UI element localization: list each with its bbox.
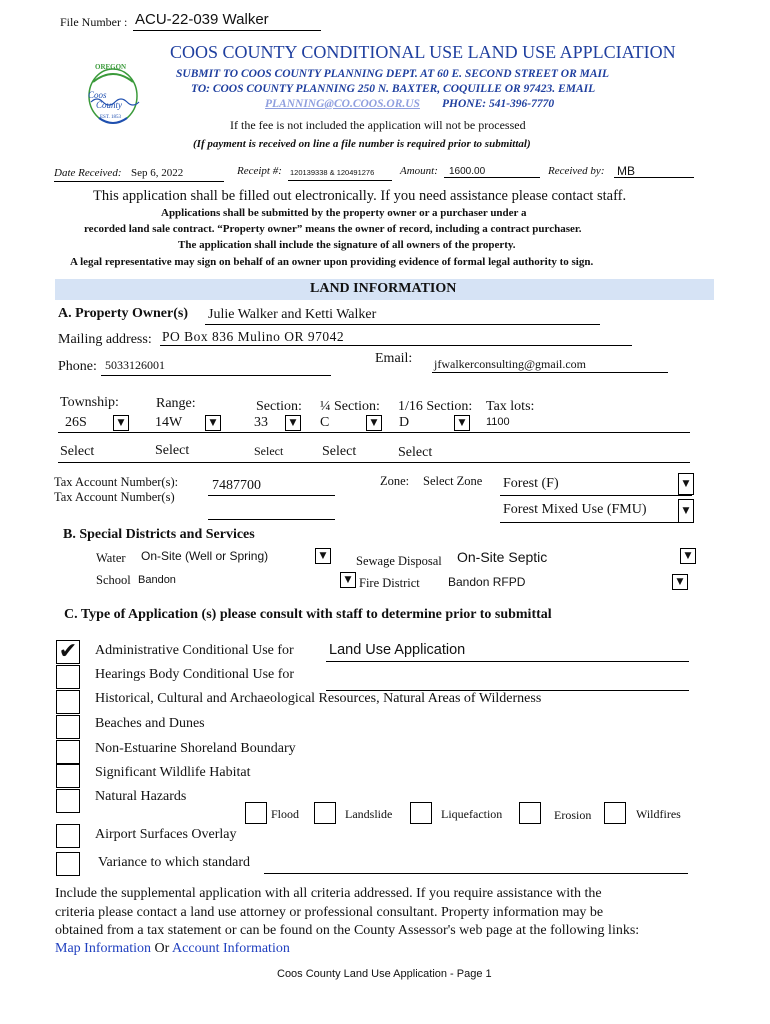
wildlife-habitat-label: Significant Wildlife Habitat bbox=[95, 765, 251, 780]
receipt-underline bbox=[288, 180, 392, 181]
shoreland-boundary-label: Non-Estuarine Shoreland Boundary bbox=[95, 741, 296, 756]
section-dropdown-button[interactable]: ▼ bbox=[285, 415, 301, 431]
township-dropdown-button[interactable]: ▼ bbox=[113, 415, 129, 431]
received-by-label: Received by: bbox=[548, 165, 605, 177]
land-information-title: LAND INFORMATION bbox=[310, 281, 457, 296]
school-dropdown-button[interactable]: ▼ bbox=[340, 572, 356, 588]
sewage-label: Sewage Disposal bbox=[356, 554, 442, 568]
supplement-line-3: obtained from a tax statement or can be found on the County Assessor's web page at the following links: bbox=[55, 923, 640, 938]
instruction-line-1: Applications shall be submitted by the property owner or a purchaser under a bbox=[161, 207, 527, 219]
or-text: Or bbox=[151, 941, 173, 956]
township-value[interactable]: 26S bbox=[65, 415, 87, 430]
logo-est: EST. 1853 bbox=[100, 115, 122, 120]
property-owner-label: A. Property Owner(s) bbox=[58, 306, 188, 321]
select-range[interactable]: Select bbox=[155, 443, 190, 458]
hearings-body-checkbox[interactable] bbox=[56, 665, 80, 689]
info-links-line bbox=[55, 941, 290, 957]
email-underline bbox=[432, 372, 668, 373]
payment-note: (If payment is received on line a file number is required prior to submittal) bbox=[193, 138, 531, 150]
admin-conditional-use-value[interactable]: Land Use Application bbox=[329, 642, 466, 658]
property-owner-value[interactable]: Julie Walker and Ketti Walker bbox=[208, 307, 377, 322]
section-label: Section: bbox=[256, 399, 302, 414]
zone-value-1[interactable]: Forest (F) bbox=[503, 476, 559, 491]
date-received-label: Date Received: bbox=[54, 167, 122, 179]
zone-select[interactable]: Select Zone bbox=[423, 474, 483, 488]
file-number-label: File Number : bbox=[60, 15, 128, 29]
tax-lots-label: Tax lots: bbox=[486, 399, 535, 414]
tax-lots-value[interactable]: 1100 bbox=[486, 416, 510, 428]
property-owner-underline bbox=[205, 324, 600, 325]
email-label: Email: bbox=[375, 351, 413, 366]
township-row-underline bbox=[58, 432, 690, 433]
supplement-line-1: Include the supplemental application with all criteria addressed. If you require assistance with the bbox=[55, 886, 602, 901]
quarter-section-label: ¼ Section: bbox=[320, 399, 380, 414]
water-value[interactable]: On-Site (Well or Spring) bbox=[141, 549, 269, 563]
phone-value[interactable]: 5033126001 bbox=[105, 358, 165, 372]
school-value[interactable]: Bandon bbox=[138, 574, 176, 586]
select-township[interactable]: Select bbox=[60, 444, 95, 459]
sewage-dropdown-button[interactable]: ▼ bbox=[680, 548, 696, 564]
natural-hazards-label: Natural Hazards bbox=[95, 789, 187, 804]
wildfires-checkbox[interactable] bbox=[604, 802, 626, 824]
water-label: Water bbox=[96, 551, 126, 565]
flood-checkbox[interactable] bbox=[245, 802, 267, 824]
amount-label: Amount: bbox=[400, 165, 438, 177]
erosion-checkbox[interactable] bbox=[519, 802, 541, 824]
admin-conditional-use-checkbox[interactable]: ✔ bbox=[56, 640, 80, 664]
wildlife-habitat-checkbox[interactable] bbox=[56, 764, 80, 788]
application-type-title: C. Type of Application (s) please consult with staff to determine prior to submittal bbox=[64, 607, 552, 622]
township-label: Township: bbox=[60, 395, 119, 410]
range-label: Range: bbox=[156, 396, 196, 411]
erosion-label: Erosion bbox=[554, 808, 592, 822]
school-label: School bbox=[96, 573, 131, 587]
date-received-underline bbox=[54, 181, 224, 182]
amount-underline bbox=[444, 177, 540, 178]
tax-account-underline-2 bbox=[208, 519, 335, 520]
zone-label: Zone: bbox=[380, 474, 410, 488]
received-by-value[interactable]: MB bbox=[617, 164, 635, 178]
beaches-dunes-checkbox[interactable] bbox=[56, 715, 80, 739]
county-seal-logo bbox=[83, 62, 139, 124]
liquefaction-checkbox[interactable] bbox=[410, 802, 432, 824]
account-information-link[interactable]: Account Information bbox=[172, 941, 290, 956]
zone-1-dropdown-button[interactable]: ▼ bbox=[678, 473, 694, 495]
select-sixteenth-section[interactable]: Select bbox=[398, 445, 433, 460]
tax-account-label-1: Tax Account Number(s): bbox=[54, 475, 179, 489]
water-dropdown-button[interactable]: ▼ bbox=[315, 548, 331, 564]
mailing-address-label: Mailing address: bbox=[58, 332, 152, 347]
wildfires-label: Wildfires bbox=[636, 807, 681, 821]
amount-value[interactable]: 1600.00 bbox=[449, 166, 486, 177]
file-number-value[interactable]: ACU-22-039 Walker bbox=[135, 11, 269, 28]
range-dropdown-button[interactable]: ▼ bbox=[205, 415, 221, 431]
fee-note: If the fee is not included the application will not be processed bbox=[230, 118, 526, 132]
sewage-value[interactable]: On-Site Septic bbox=[457, 549, 548, 565]
variance-checkbox[interactable] bbox=[56, 852, 80, 876]
flood-label: Flood bbox=[271, 807, 300, 821]
logo-name-line1: Coos bbox=[88, 90, 107, 100]
phone-underline bbox=[101, 375, 331, 376]
instruction-line-3: The application shall include the signature of all owners of the property. bbox=[178, 239, 516, 251]
quarter-section-dropdown-button[interactable]: ▼ bbox=[366, 415, 382, 431]
shoreland-boundary-checkbox[interactable] bbox=[56, 740, 80, 764]
mailing-address-value[interactable]: PO Box 836 Mulino OR 97042 bbox=[162, 329, 345, 344]
select-section[interactable]: Select bbox=[254, 444, 284, 458]
range-value[interactable]: 14W bbox=[155, 415, 183, 430]
sixteenth-section-value[interactable]: D bbox=[399, 415, 410, 430]
airport-overlay-checkbox[interactable] bbox=[56, 824, 80, 848]
file-number-underline bbox=[133, 30, 321, 31]
phone-label: Phone: bbox=[58, 359, 97, 374]
landslide-checkbox[interactable] bbox=[314, 802, 336, 824]
submit-line-1: SUBMIT TO COOS COUNTY PLANNING DEPT. AT 60 E. SECOND STREET OR MAIL bbox=[176, 68, 610, 80]
logo-top-text: OREGON bbox=[95, 63, 127, 71]
tax-account-underline-1 bbox=[208, 495, 335, 496]
email-value[interactable]: jfwalkerconsulting@gmail.com bbox=[434, 357, 587, 371]
fire-district-value[interactable]: Bandon RFPD bbox=[448, 575, 526, 589]
hearings-body-label: Hearings Body Conditional Use for bbox=[95, 667, 295, 682]
mailing-address-underline bbox=[160, 345, 632, 346]
logo-name-line2: County bbox=[96, 100, 122, 110]
select-row-underline bbox=[58, 462, 690, 463]
admin-conditional-use-underline bbox=[326, 661, 689, 662]
planning-email-link[interactable]: PLANNING@CO.COOS.OR.US bbox=[265, 98, 420, 110]
tax-account-value[interactable]: 7487700 bbox=[212, 478, 261, 493]
form-title: COOS COUNTY CONDITIONAL USE LAND USE APPLCIATION bbox=[170, 42, 676, 62]
instruction-line-4: A legal representative may sign on behalf of an owner upon providing evidence of formal legal authority to sign. bbox=[70, 256, 594, 268]
zone-1-underline bbox=[500, 495, 692, 496]
section-value[interactable]: 33 bbox=[254, 415, 268, 430]
variance-underline bbox=[264, 873, 688, 874]
received-by-underline bbox=[614, 177, 694, 178]
historical-resources-label: Historical, Cultural and Archaeological Resources, Natural Areas of Wilderness bbox=[95, 691, 542, 706]
date-received-value[interactable]: Sep 6, 2022 bbox=[131, 167, 184, 179]
landslide-label: Landslide bbox=[345, 807, 393, 821]
map-information-link[interactable]: Map Information bbox=[55, 941, 152, 956]
submit-line-2: TO: COOS COUNTY PLANNING 250 N. BAXTER, COQUILLE OR 97423. EMAIL bbox=[191, 83, 596, 95]
electronic-instructions: This application shall be filled out electronically. If you need assistance please contact staff. bbox=[93, 188, 627, 204]
liquefaction-label: Liquefaction bbox=[441, 807, 503, 821]
airport-overlay-label: Airport Surfaces Overlay bbox=[95, 827, 237, 842]
variance-label: Variance to which standard bbox=[98, 855, 250, 870]
fire-district-dropdown-button[interactable]: ▼ bbox=[672, 574, 688, 590]
receipt-value[interactable]: 120139338 & 120491276 bbox=[290, 168, 375, 177]
zone-2-underline bbox=[500, 522, 692, 523]
beaches-dunes-label: Beaches and Dunes bbox=[95, 716, 205, 731]
sixteenth-section-dropdown-button[interactable]: ▼ bbox=[454, 415, 470, 431]
sixteenth-section-label: 1/16 Section: bbox=[398, 399, 473, 414]
tax-account-label-2: Tax Account Number(s) bbox=[54, 490, 175, 504]
land-information-header bbox=[55, 279, 714, 300]
page-footer: Coos County Land Use Application - Page 1 bbox=[277, 968, 492, 980]
supplement-line-2: criteria please contact a land use attorney or professional consultant. Property information may be bbox=[55, 905, 604, 920]
zone-2-dropdown-button[interactable]: ▼ bbox=[678, 499, 694, 523]
select-quarter-section[interactable]: Select bbox=[322, 444, 357, 459]
admin-conditional-use-label: Administrative Conditional Use for bbox=[95, 643, 294, 658]
historical-resources-checkbox[interactable] bbox=[56, 690, 80, 714]
receipt-label: Receipt #: bbox=[237, 165, 282, 177]
quarter-section-value[interactable]: C bbox=[320, 415, 330, 430]
zone-value-2[interactable]: Forest Mixed Use (FMU) bbox=[503, 502, 647, 517]
natural-hazards-checkbox[interactable] bbox=[56, 789, 80, 813]
special-districts-title: B. Special Districts and Services bbox=[63, 527, 255, 542]
fire-district-label: Fire District bbox=[359, 576, 420, 590]
instruction-line-2: recorded land sale contract. “Property owner” means the owner of record, including a contract purchaser. bbox=[84, 223, 582, 235]
planning-phone: PHONE: 541-396-7770 bbox=[442, 98, 555, 110]
